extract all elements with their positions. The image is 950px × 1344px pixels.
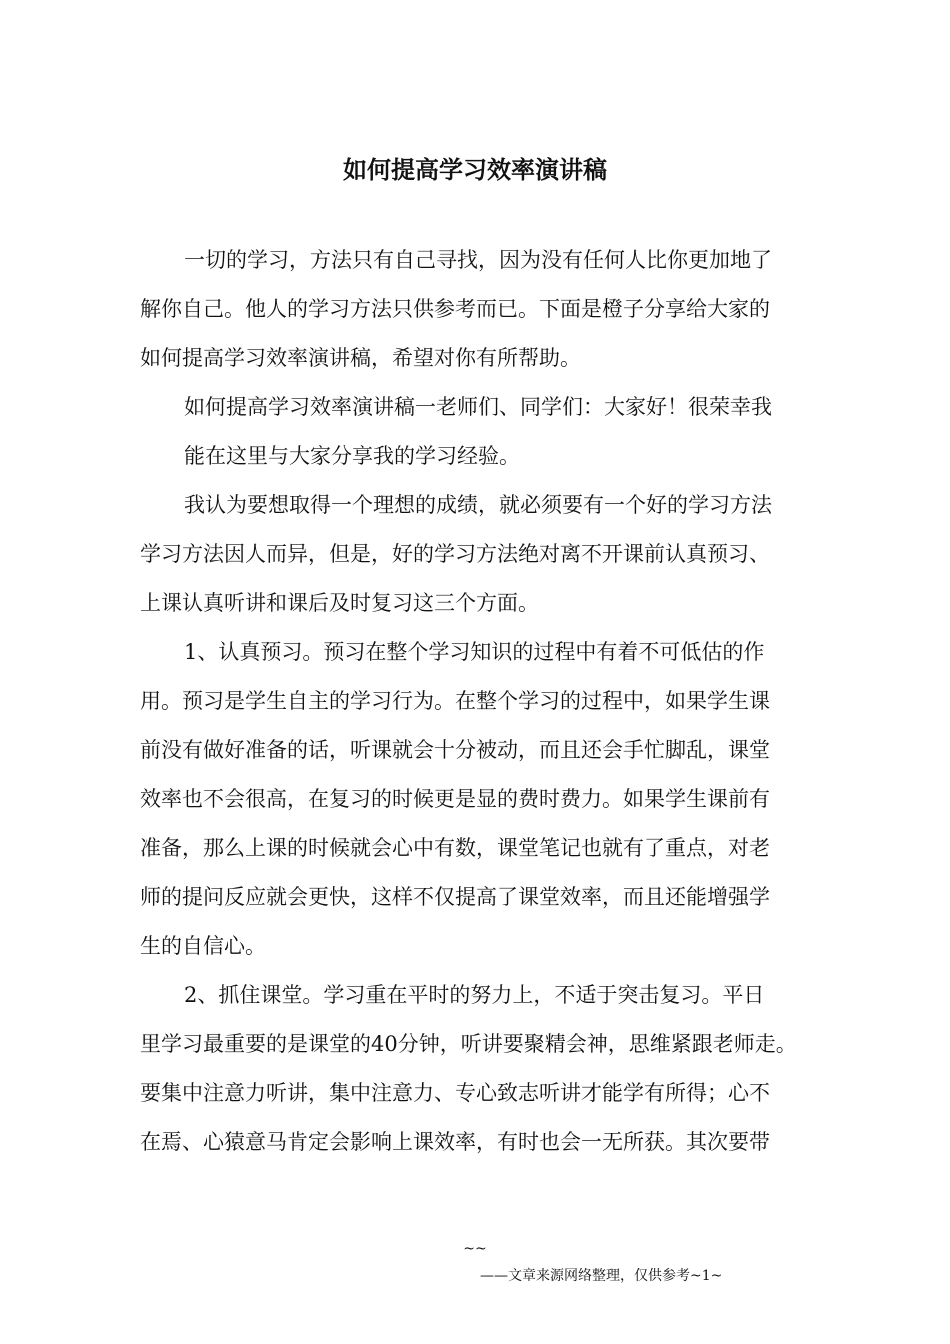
- paragraph-line: 师的提问反应就会更快，这样不仅提高了课堂效率，而且还能增强学: [140, 885, 770, 909]
- footer-source-note: ——文章来源网络整理，仅供参考~1~: [480, 1268, 723, 1284]
- document-body: [140, 236, 820, 1167]
- paragraph-line: 解你自己。他人的学习方法只供参考而已。下面是橙子分享给大家的: [140, 297, 770, 321]
- paragraph-line: 2、抓住课堂。学习重在平时的努力上，不适于突击复习。平日: [184, 983, 765, 1007]
- footer-tilde: ~~: [463, 1241, 487, 1257]
- paragraph-line: 要集中注意力听讲，集中注意力、专心致志听讲才能学有所得；心不: [140, 1081, 770, 1105]
- paragraph-line: 1、认真预习。预习在整个学习知识的过程中有着不可低估的作: [184, 640, 765, 664]
- paragraph-line: 效率也不会很高，在复习的时候更是显的费时费力。如果学生课前有: [140, 787, 770, 811]
- paragraph-line: 学习方法因人而异，但是，好的学习方法绝对离不开课前认真预习、: [140, 542, 770, 566]
- paragraph-line: 一切的学习，方法只有自己寻找，因为没有任何人比你更加地了: [184, 248, 772, 272]
- document-title: 如何提高学习效率演讲稿: [343, 156, 607, 184]
- paragraph-line: 能在这里与大家分享我的学习经验。: [184, 444, 520, 468]
- paragraph-line: 生的自信心。: [140, 934, 266, 958]
- paragraph-line: 里学习最重要的是课堂的40分钟，听讲要聚精会神，思维紧跟老师走。: [140, 1032, 797, 1056]
- paragraph-line: 上课认真听讲和课后及时复习这三个方面。: [140, 591, 539, 615]
- paragraph-line: 我认为要想取得一个理想的成绩，就必须要有一个好的学习方法: [184, 493, 772, 517]
- paragraph-line: 如何提高学习效率演讲稿，希望对你有所帮助。: [140, 346, 581, 370]
- paragraph-line: 准备，那么上课的时候就会心中有数，课堂笔记也就有了重点，对老: [140, 836, 770, 860]
- paragraph-line: 前没有做好准备的话，听课就会十分被动，而且还会手忙脚乱，课堂: [140, 738, 770, 762]
- paragraph-line: 如何提高学习效率演讲稿一老师们、同学们：大家好！很荣幸我: [184, 395, 772, 419]
- paragraph-line: 在焉、心猿意马肯定会影响上课效率，有时也会一无所获。其次要带: [140, 1130, 770, 1154]
- paragraph-line: 用。预习是学生自主的学习行为。在整个学习的过程中，如果学生课: [140, 689, 770, 713]
